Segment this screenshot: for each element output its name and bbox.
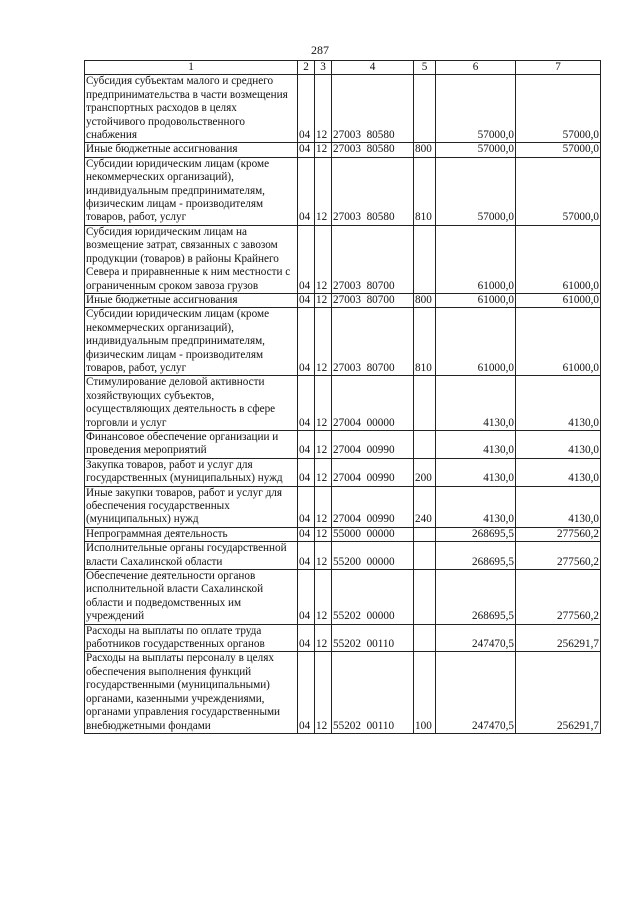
expense-type-cell (414, 542, 436, 570)
expense-type-cell: 810 (414, 308, 436, 376)
subsection-code-cell: 12 (315, 143, 332, 157)
amount-year1-cell: 4130,0 (436, 458, 516, 486)
table-row (85, 75, 601, 143)
amount-year2-cell: 61000,0 (516, 225, 601, 293)
amount-year1-cell: 4130,0 (436, 376, 516, 431)
subsection-code-cell: 12 (315, 624, 332, 652)
amount-year1-cell: 247470,5 (436, 652, 516, 733)
table-row (85, 308, 601, 376)
section-code-cell: 04 (298, 308, 315, 376)
amount-year1-cell: 247470,5 (436, 624, 516, 652)
budget-table (84, 60, 601, 734)
column-header: 2 (298, 61, 315, 75)
subsection-code-cell: 12 (315, 570, 332, 625)
section-code-cell: 04 (298, 430, 315, 458)
subsection-code-cell: 12 (315, 542, 332, 570)
table-row (85, 293, 601, 307)
column-header: 1 (85, 61, 298, 75)
amount-year2-cell: 256291,7 (516, 624, 601, 652)
row-name-cell: Субсидия юридическим лицам на возмещение затрат, связанных с завозом продукции (товаров) в районы Крайнего Севера и приравненные к ним местности с ограниченным сроком завоза грузов (85, 225, 298, 293)
section-code-cell: 04 (298, 486, 315, 527)
subsection-code-cell: 12 (315, 157, 332, 225)
table-row (85, 458, 601, 486)
article-code-cell: 55202 00000 (332, 570, 414, 625)
amount-year1-cell: 57000,0 (436, 75, 516, 143)
row-name-cell: Иные бюджетные ассигнования (85, 143, 298, 157)
expense-type-cell (414, 75, 436, 143)
expense-type-cell: 100 (414, 652, 436, 733)
section-code-cell: 04 (298, 570, 315, 625)
section-code-cell: 04 (298, 157, 315, 225)
table-row (85, 143, 601, 157)
row-name-cell: Субсидии юридическим лицам (кроме некоммерческих организаций), индивидуальным предпринимателям, физическим лицам - производителям товаров, работ, услуг (85, 157, 298, 225)
article-code-cell: 27004 00990 (332, 486, 414, 527)
section-code-cell: 04 (298, 458, 315, 486)
amount-year1-cell: 57000,0 (436, 143, 516, 157)
row-name-cell: Иные закупки товаров, работ и услуг для обеспечения государственных (муниципальных) нужд (85, 486, 298, 527)
table-row (85, 652, 601, 733)
article-code-cell: 55000 00000 (332, 527, 414, 541)
table-row (85, 527, 601, 541)
row-name-cell: Закупка товаров, работ и услуг для государственных (муниципальных) нужд (85, 458, 298, 486)
subsection-code-cell: 12 (315, 430, 332, 458)
column-header: 6 (436, 61, 516, 75)
expense-type-cell: 810 (414, 157, 436, 225)
amount-year1-cell: 4130,0 (436, 430, 516, 458)
article-code-cell: 27003 80700 (332, 293, 414, 307)
subsection-code-cell: 12 (315, 308, 332, 376)
table-row (85, 430, 601, 458)
expense-type-cell (414, 225, 436, 293)
subsection-code-cell: 12 (315, 652, 332, 733)
subsection-code-cell: 12 (315, 376, 332, 431)
section-code-cell: 04 (298, 225, 315, 293)
subsection-code-cell: 12 (315, 225, 332, 293)
table-header-row (85, 61, 601, 75)
expense-type-cell: 200 (414, 458, 436, 486)
row-name-cell: Субсидия субъектам малого и среднего предпринимательства в части возмещения транспортных расходов в целях устойчивого продовольственного снабжения (85, 75, 298, 143)
subsection-code-cell: 12 (315, 527, 332, 541)
expense-type-cell (414, 624, 436, 652)
column-header: 4 (332, 61, 414, 75)
expense-type-cell: 240 (414, 486, 436, 527)
amount-year2-cell: 256291,7 (516, 652, 601, 733)
row-name-cell: Стимулирование деловой активности хозяйствующих субъектов, осуществляющих деятельность в сфере торговли и услуг (85, 376, 298, 431)
column-header: 5 (414, 61, 436, 75)
row-name-cell: Обеспечение деятельности органов исполнительной власти Сахалинской области и подведомственных им учреждений (85, 570, 298, 625)
amount-year1-cell: 61000,0 (436, 308, 516, 376)
amount-year2-cell: 57000,0 (516, 143, 601, 157)
row-name-cell: Расходы на выплаты персоналу в целях обеспечения выполнения функций государственными (муниципальными) органами, казенными учреждениями, органами управления государственными внебюджетными фондами (85, 652, 298, 733)
expense-type-cell (414, 527, 436, 541)
table-row (85, 570, 601, 625)
expense-type-cell (414, 430, 436, 458)
row-name-cell: Расходы на выплаты по оплате труда работников государственных органов (85, 624, 298, 652)
amount-year2-cell: 4130,0 (516, 376, 601, 431)
section-code-cell: 04 (298, 624, 315, 652)
article-code-cell: 55200 00000 (332, 542, 414, 570)
article-code-cell: 27003 80580 (332, 143, 414, 157)
amount-year2-cell: 277560,2 (516, 570, 601, 625)
amount-year2-cell: 4130,0 (516, 430, 601, 458)
section-code-cell: 04 (298, 376, 315, 431)
amount-year1-cell: 61000,0 (436, 293, 516, 307)
article-code-cell: 27004 00990 (332, 458, 414, 486)
subsection-code-cell: 12 (315, 486, 332, 527)
amount-year2-cell: 277560,2 (516, 527, 601, 541)
article-code-cell: 55202 00110 (332, 652, 414, 733)
amount-year1-cell: 268695,5 (436, 527, 516, 541)
amount-year1-cell: 61000,0 (436, 225, 516, 293)
article-code-cell: 27003 80700 (332, 308, 414, 376)
table-row (85, 542, 601, 570)
row-name-cell: Непрограммная деятельность (85, 527, 298, 541)
row-name-cell: Финансовое обеспечение организации и проведения мероприятий (85, 430, 298, 458)
subsection-code-cell: 12 (315, 293, 332, 307)
amount-year2-cell: 57000,0 (516, 75, 601, 143)
amount-year1-cell: 268695,5 (436, 570, 516, 625)
article-code-cell: 27003 80700 (332, 225, 414, 293)
expense-type-cell: 800 (414, 143, 436, 157)
amount-year2-cell: 57000,0 (516, 157, 601, 225)
article-code-cell: 27003 80580 (332, 157, 414, 225)
amount-year2-cell: 277560,2 (516, 542, 601, 570)
amount-year2-cell: 61000,0 (516, 308, 601, 376)
expense-type-cell (414, 376, 436, 431)
row-name-cell: Иные бюджетные ассигнования (85, 293, 298, 307)
column-header: 7 (516, 61, 601, 75)
page-number: 287 (311, 43, 329, 57)
table-row (85, 486, 601, 527)
subsection-code-cell: 12 (315, 75, 332, 143)
amount-year1-cell: 57000,0 (436, 157, 516, 225)
article-code-cell: 27004 00990 (332, 430, 414, 458)
expense-type-cell: 800 (414, 293, 436, 307)
table-row (85, 157, 601, 225)
amount-year1-cell: 4130,0 (436, 486, 516, 527)
table-row (85, 376, 601, 431)
article-code-cell: 27003 80580 (332, 75, 414, 143)
expense-type-cell (414, 570, 436, 625)
amount-year1-cell: 268695,5 (436, 542, 516, 570)
section-code-cell: 04 (298, 527, 315, 541)
row-name-cell: Исполнительные органы государственной власти Сахалинской области (85, 542, 298, 570)
table-row (85, 624, 601, 652)
column-header: 3 (315, 61, 332, 75)
amount-year2-cell: 4130,0 (516, 458, 601, 486)
amount-year2-cell: 4130,0 (516, 486, 601, 527)
section-code-cell: 04 (298, 143, 315, 157)
subsection-code-cell: 12 (315, 458, 332, 486)
table-row (85, 225, 601, 293)
section-code-cell: 04 (298, 293, 315, 307)
row-name-cell: Субсидии юридическим лицам (кроме некоммерческих организаций), индивидуальным предпринимателям, физическим лицам - производителям товаров, работ, услуг (85, 308, 298, 376)
section-code-cell: 04 (298, 652, 315, 733)
section-code-cell: 04 (298, 542, 315, 570)
amount-year2-cell: 61000,0 (516, 293, 601, 307)
article-code-cell: 27004 00000 (332, 376, 414, 431)
article-code-cell: 55202 00110 (332, 624, 414, 652)
section-code-cell: 04 (298, 75, 315, 143)
